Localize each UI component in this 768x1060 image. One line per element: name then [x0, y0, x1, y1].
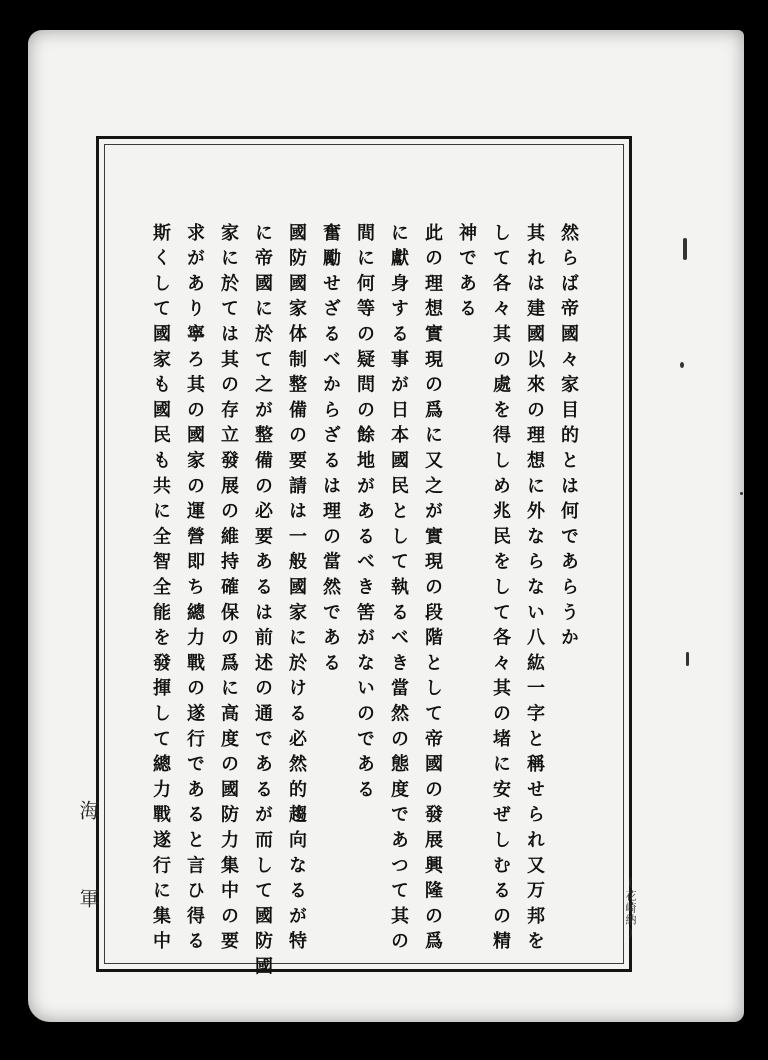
text-column-9: 國防國家体制整備の要請は一般國家に於ける必然的趨向なるが特	[286, 223, 307, 957]
text-column-3: して各々其の處を得しめ兆民をして各々其の堵に安ぜしむるの精	[490, 223, 511, 957]
vertical-text-body	[99, 139, 629, 982]
text-frame	[96, 136, 632, 982]
text-column-5: 此の理想實現の爲に又之が實現の段階として帝國の發展興隆の爲	[422, 223, 443, 957]
scan-mark	[683, 238, 687, 260]
scanned-page	[28, 30, 744, 1022]
margin-note: (花崎納)	[624, 876, 637, 940]
scan-speck	[680, 362, 684, 368]
text-column-2: 其れは建國以來の理想に外ならない八紘一字と稱せられ又万邦を	[524, 223, 545, 957]
text-column-4: 神である	[456, 223, 477, 325]
text-column-8: 奮勵せざるべからざるは理の當然である	[320, 223, 341, 679]
text-column-6: に獻身する事が日本國民として執るべき當然の態度であつて其の	[388, 223, 409, 957]
scan-speck	[686, 652, 689, 666]
text-column-1: 然らば帝國々家目的とは何であらうか	[558, 223, 579, 654]
text-column-11: 家に於ては其の存立發展の維持確保の爲に高度の國防力集中の要	[218, 223, 239, 957]
side-title-char-2: 軍	[76, 888, 100, 908]
text-column-13: 斯くして國家も國民も共に全智全能を發揮して總力戰遂行に集中	[150, 223, 171, 957]
scan-speck	[740, 492, 743, 495]
text-column-10: に帝國に於て之が整備の必要あるは前述の通であるが而して國防國	[252, 223, 273, 982]
text-column-12: 求があり寧ろ其の國家の運營即ち總力戰の遂行であると言ひ得る	[184, 223, 205, 957]
side-title-char-1: 海	[76, 800, 100, 820]
text-column-7: 間に何等の疑問の餘地があるべき筈がないのである	[354, 223, 375, 805]
